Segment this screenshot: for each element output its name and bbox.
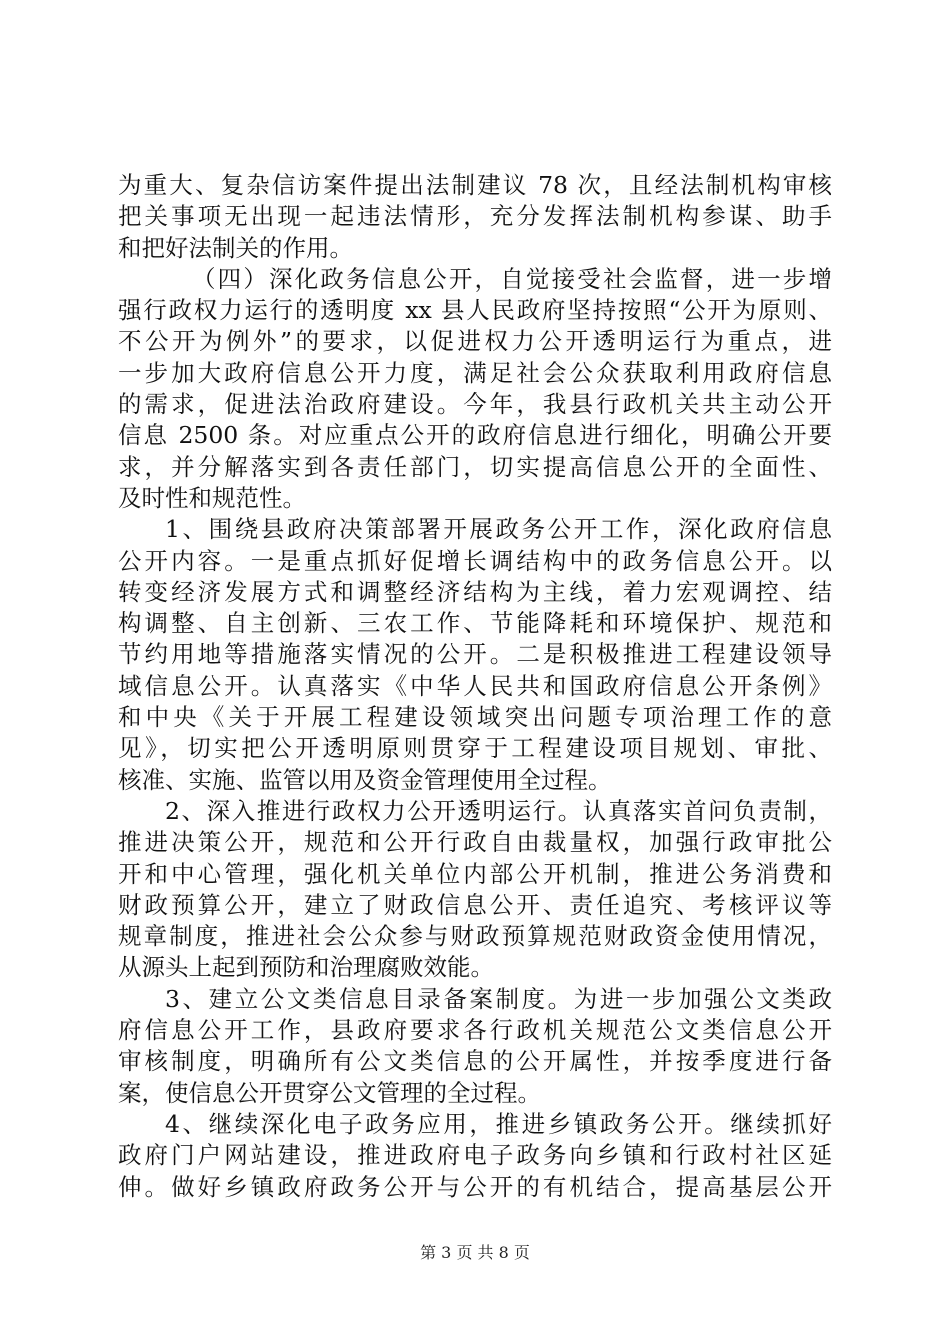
document-body [118, 170, 832, 1203]
text-line: 政府门户网站建设，推进政府电子政务向乡镇和行政村社区延 [118, 1141, 832, 1170]
page-number-footer: 第 3 页 共 8 页 [420, 1243, 530, 1262]
text-line: 1、围绕县政府决策部署开展政务公开工作，深化政府信息 [165, 515, 832, 544]
text-line: 一步加大政府信息公开力度，满足社会公众获取利用政府信息 [118, 358, 832, 387]
text-line: 的需求，促进法治政府建设。今年，我县行政机关共主动公开 [118, 390, 832, 419]
text-line: 财政预算公开，建立了财政信息公开、责任追究、考核评议等 [118, 890, 832, 919]
text-line: 转变经济发展方式和调整经济结构为主线，着力宏观调控、结 [118, 577, 832, 606]
text-line: 从源头上起到预防和治理腐败效能。 [118, 953, 494, 982]
text-line: 见》，切实把公开透明原则贯穿于工程建设项目规划、审批、 [118, 734, 832, 763]
text-line: 审核制度，明确所有公文类信息的公开属性，并按季度进行备 [118, 1047, 832, 1076]
text-line: 案，使信息公开贯穿公文管理的全过程。 [118, 1078, 541, 1107]
text-line: 域信息公开。认真落实《中华人民共和国政府信息公开条例》 [118, 671, 832, 700]
text-line: 和把好法制关的作用。 [118, 233, 353, 262]
text-line: 府信息公开工作，县政府要求各行政机关规范公文类信息公开 [118, 1016, 832, 1045]
text-line: 核准、实施、监管以用及资金管理使用全过程。 [118, 765, 612, 794]
text-line: 伸。做好乡镇政府政务公开与公开的有机结合，提高基层公开 [118, 1172, 832, 1201]
text-line: 和中央《关于开展工程建设领域突出问题专项治理工作的意 [118, 703, 832, 732]
text-line: 推进决策公开，规范和公开行政自由裁量权，加强行政审批公 [118, 828, 832, 857]
text-line: 把关事项无出现一起违法情形，充分发挥法制机构参谋、助手 [118, 202, 832, 231]
text-line: 开和中心管理，强化机关单位内部公开机制，推进公务消费和 [118, 859, 832, 888]
text-line: 3、建立公文类信息目录备案制度。为进一步加强公文类政 [165, 984, 832, 1013]
text-line: 4、继续深化电子政务应用，推进乡镇政务公开。继续抓好 [165, 1109, 832, 1138]
text-line: 不公开为例外”的要求，以促进权力公开透明运行为重点，进 [118, 327, 832, 356]
text-line: 强行政权力运行的透明度 xx 县人民政府坚持按照“公开为原则、 [118, 296, 832, 325]
text-line: （四）深化政务信息公开，自觉接受社会监督，进一步增 [192, 264, 832, 293]
text-line: 求，并分解落实到各责任部门，切实提高信息公开的全面性、 [118, 452, 832, 481]
text-line: 信息 2500 条。对应重点公开的政府信息进行细化，明确公开要 [118, 421, 832, 450]
text-line: 为重大、复杂信访案件提出法制建议 78 次，且经法制机构审核 [118, 171, 832, 199]
text-line: 2、深入推进行政权力公开透明运行。认真落实首问负责制， [165, 796, 832, 825]
text-line: 规章制度，推进社会公众参与财政预算规范财政资金使用情况， [118, 922, 832, 951]
text-line: 构调整、自主创新、三农工作、节能降耗和环境保护、规范和 [118, 609, 832, 638]
text-line: 及时性和规范性。 [118, 483, 306, 512]
text-line: 节约用地等措施落实情况的公开。二是积极推进工程建设领导 [118, 640, 832, 669]
text-line: 公开内容。一是重点抓好促增长调结构中的政务信息公开。以 [118, 546, 832, 575]
